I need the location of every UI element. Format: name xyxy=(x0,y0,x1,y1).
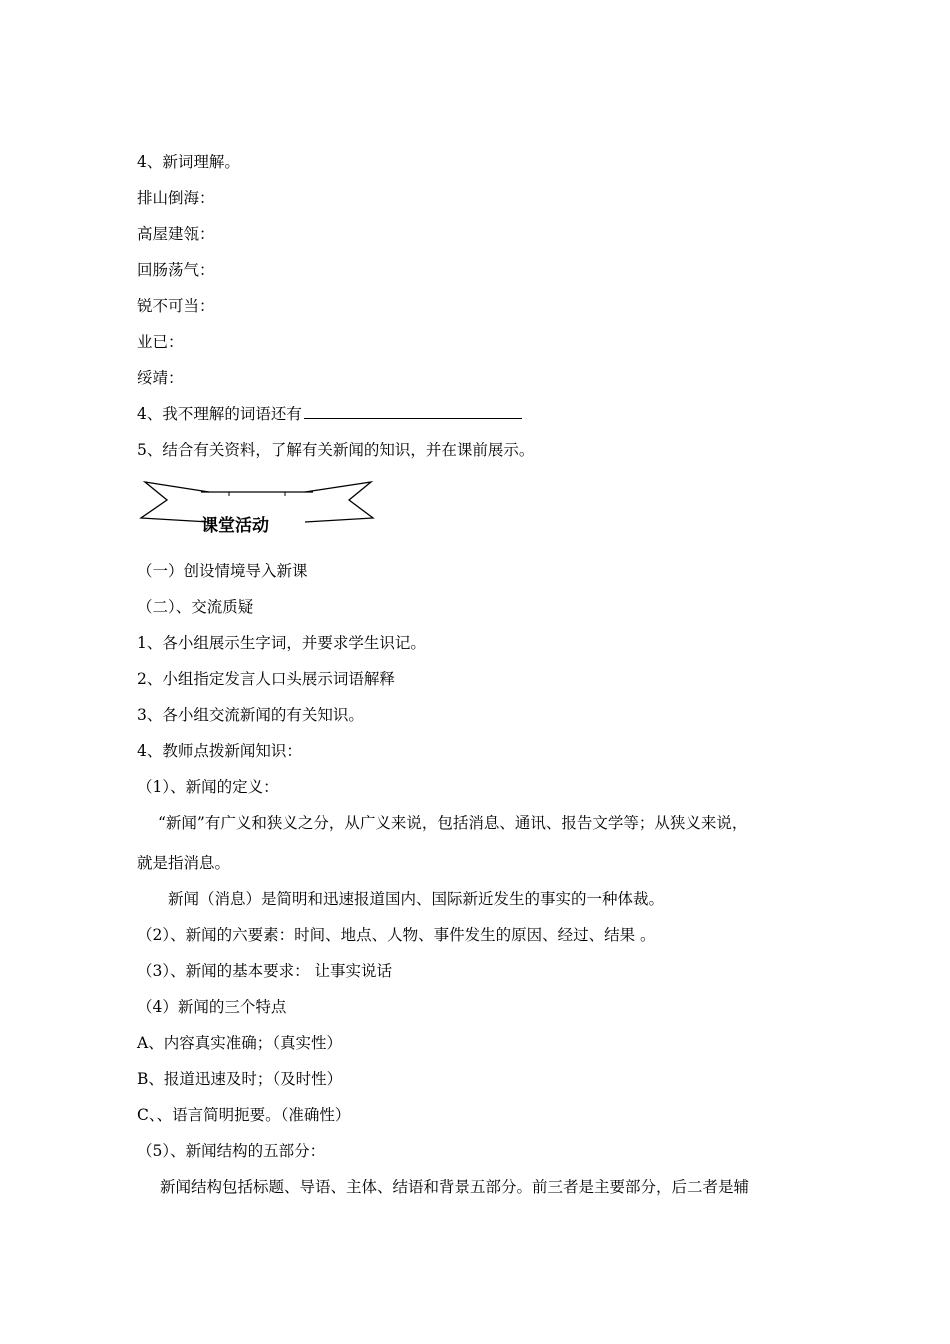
feature-item: C、、语言简明扼要。（准确性） xyxy=(137,1106,351,1124)
word-item: 排山倒海： xyxy=(137,189,215,207)
unknown-words-label: 4、我不理解的词语还有 xyxy=(137,405,302,423)
fill-in-blank xyxy=(304,404,522,419)
paragraph-line: 新闻结构包括标题、导语、主体、结语和背景五部分。前三者是主要部分，后二者是辅 xyxy=(160,1178,750,1196)
task-line: 5、结合有关资料，了解有关新闻的知识，并在课前展示。 xyxy=(137,441,535,459)
paragraph-line: 新闻（消息）是简明和迅速报道国内、国际新近发生的事实的一种体裁。 xyxy=(168,890,665,908)
subheading: （2）、新闻的六要素：时间、地点、人物、事件发生的原因、经过、结果 。 xyxy=(137,926,656,944)
subheading: （4）新闻的三个特点 xyxy=(137,998,287,1016)
subheading: （5）、新闻结构的五部分： xyxy=(137,1142,326,1160)
step-heading: （二）、交流质疑 xyxy=(137,598,254,616)
step-item: 4、教师点拨新闻知识： xyxy=(137,742,302,760)
feature-item: A、内容真实准确；（真实性） xyxy=(137,1034,342,1052)
paragraph-line: “新闻”有广义和狭义之分，从广义来说，包括消息、通讯、报告文学等；从狭义来说， xyxy=(158,814,748,832)
subheading: （1）、新闻的定义： xyxy=(137,778,279,796)
word-item: 高屋建瓴： xyxy=(137,225,215,243)
unknown-words-line xyxy=(137,404,522,424)
paragraph-line: 就是指消息。 xyxy=(137,854,231,872)
step-item: 2、小组指定发言人口头展示词语解释 xyxy=(137,670,395,688)
section-title: 课堂活动 xyxy=(201,516,269,536)
step-item: 3、各小组交流新闻的有关知识。 xyxy=(137,706,364,724)
step-item: 1、各小组展示生字词，并要求学生识记。 xyxy=(137,634,426,652)
word-item: 锐不可当： xyxy=(137,297,215,315)
feature-item: B、报道迅速及时；（及时性） xyxy=(137,1070,343,1088)
word-item: 回肠荡气： xyxy=(137,261,215,279)
subheading: （3）、新闻的基本要求： 让事实说话 xyxy=(137,962,393,980)
heading-new-words: 4、新词理解。 xyxy=(137,153,240,171)
word-item: 业已： xyxy=(137,333,184,351)
word-item: 绥靖： xyxy=(137,369,184,387)
step-heading: （一）创设情境导入新课 xyxy=(137,562,308,580)
